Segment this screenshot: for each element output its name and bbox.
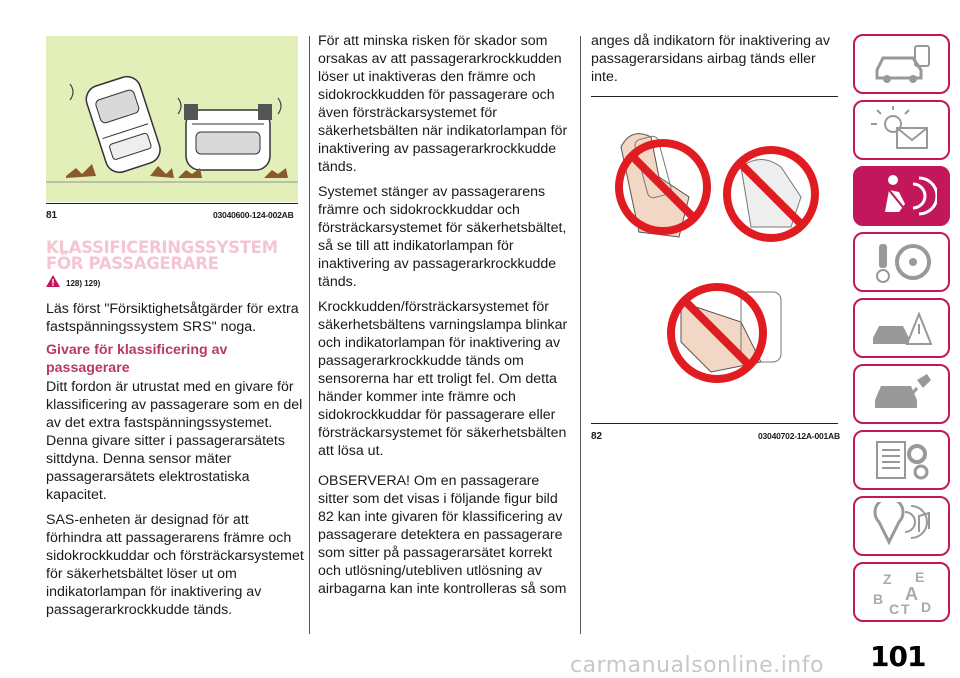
technical-data-icon — [867, 436, 937, 484]
figure-82-code: 03040702-12A-001AB — [758, 431, 840, 441]
column-2-body — [318, 32, 572, 605]
chapter-tab-emergency[interactable] — [853, 298, 950, 358]
chapter-tab-maintenance[interactable] — [853, 364, 950, 424]
column-2-paragraph-1: För att minska risken för skador som orsakas av att passagerarkrockkudden löser ut inaktiveras den främre och sidokrockkudden för passagerare och även försträckarsystemet för säkerhetsbälten när indikatorlampan för inaktivering av passagerarkrockkudde tänds. — [318, 33, 568, 175]
chapter-tab-car-info[interactable] — [853, 34, 950, 94]
subheading-passenger-sensor: Givare för klassificering av passagerare — [46, 342, 228, 376]
multimedia-icon — [867, 502, 937, 550]
chapter-tab-safety[interactable] — [853, 166, 950, 226]
warning-lights-icon — [867, 106, 937, 154]
figure-82-caption-rule — [591, 423, 838, 424]
emergency-icon — [867, 304, 937, 352]
column-3-paragraph-1: anges då indikatorn för inaktivering av passagerarsidans airbag tänds eller inte. — [591, 33, 830, 85]
column-1-paragraph-2: SAS-enheten är designad för att förhindra att passagerarens främre och sidokrockkuddar och försträckarsystemet för säkerhetsbältet löser ut om indikatorlampan för inaktivering av passagerarkrockkudde tänds. — [46, 512, 304, 618]
column-divider-2 — [580, 36, 581, 634]
column-1-paragraph-1: Ditt fordon är utrustat med en givare för klassificering av passagerare som en del av det extra fastspänningssystemet. Denna givare sitter i passagerarsätets sittdyna. Denna sensor mäter passagerarsätets elektrostatiska kapacitet. — [46, 379, 303, 503]
chapter-tab-index[interactable] — [853, 562, 950, 622]
intro-paragraph: Läs först "Försiktighetsåtgärder för extra fastspänningssystem SRS" noga. — [46, 301, 299, 335]
figure-81-code: 03040600-124-002AB — [213, 210, 294, 220]
index-letter-b: B — [872, 591, 883, 607]
chapter-tab-multimedia[interactable] — [853, 496, 950, 556]
index-letter-c: C — [888, 601, 899, 616]
column-divider-1 — [309, 36, 310, 634]
index-letter-a: A — [904, 584, 918, 604]
chapter-tab-technical-data[interactable] — [853, 430, 950, 490]
column-1-body — [46, 378, 308, 626]
figure-81-number: 81 — [46, 210, 58, 221]
index-letter-d: D — [920, 599, 931, 615]
index-letter-e: E — [914, 569, 924, 585]
watermark: carmanualsonline.info — [570, 653, 824, 678]
index-icon — [867, 568, 937, 616]
page-number: 101 — [870, 640, 926, 673]
incorrect-seating-illustration — [591, 97, 838, 420]
figure-82-image — [591, 97, 838, 420]
section-heading — [46, 240, 278, 272]
column-3-body — [591, 32, 841, 93]
index-letter-z: Z — [882, 571, 892, 587]
airbag-safety-icon — [867, 172, 937, 220]
index-letter-t: T — [900, 601, 910, 616]
column-2-paragraph-2: Systemet stänger av passagerarens främre och sidokrockkuddar och försträckarsystemet för säkerhetsbältet, så se till att indikatorlampan för inaktivering av passagerarkrockkudde tänds. — [318, 184, 567, 290]
figure-82-number: 82 — [591, 431, 603, 442]
figure-81-caption-rule — [46, 203, 298, 204]
car-info-icon — [867, 40, 937, 88]
column-2-paragraph-3: Krockkudden/försträckarsystemet för säkerhetsbältens varningslampa blinkar och indikatorlampan för inaktivering av passagerarkrockkudde tänds om sensorerna har ett troligt fel. Om detta händer kommer inte främre och sidokrockkuddar för passagerare eller försträckarsystemet för säkerhetsbälten att lösa ut. — [318, 299, 568, 459]
note-references: 128) 129) — [66, 279, 101, 288]
figure-81-image — [46, 36, 298, 202]
column-2-paragraph-4: OBSERVERA! Om en passagerare sitter som det visas i följande figur bild 82 kan inte givaren för klassificering av passagerare detektera en passagerare som sitter på passagerarsätet korrekt och utlösning/utebliven utlösning av airbagarna kan inte kontrolleras så som — [318, 473, 567, 597]
warning-triangle-icon — [46, 275, 60, 287]
chapter-tab-warning-lights[interactable] — [853, 100, 950, 160]
section-heading-line2: FÖR PASSAGERARE — [46, 254, 219, 273]
vehicle-rollover-illustration — [46, 36, 298, 202]
column-1-intro — [46, 300, 308, 343]
chapter-tab-starting-driving[interactable] — [853, 232, 950, 292]
maintenance-icon — [867, 370, 937, 418]
starting-driving-icon — [867, 238, 937, 286]
section-heading-line1: KLASSIFICERINGSSYSTEM — [46, 238, 278, 257]
